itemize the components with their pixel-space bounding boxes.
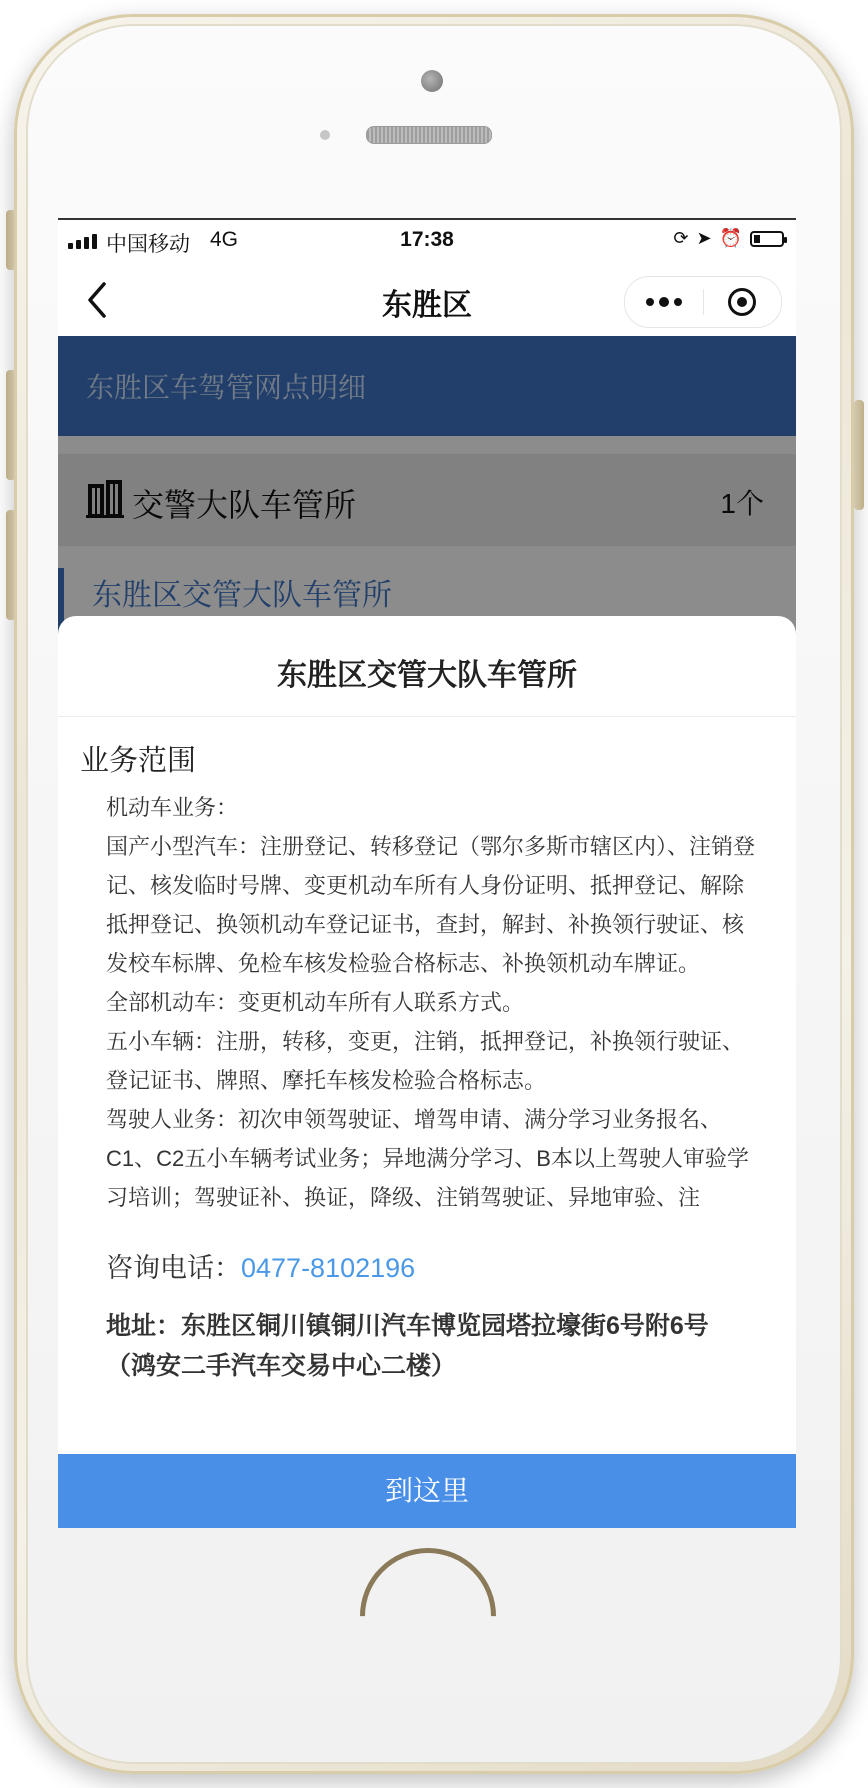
section-count: 1个 xyxy=(720,488,764,519)
business-scope-heading: 业务范围 xyxy=(80,745,197,777)
target-circle-icon xyxy=(728,288,756,316)
scope-line: 全部机动车：变更机动车所有人联系方式。 xyxy=(106,990,525,1015)
status-bar xyxy=(58,220,796,264)
scope-line: 机动车业务： xyxy=(106,795,239,820)
rotation-lock-icon: ⟳ xyxy=(673,228,689,248)
network-type: 4G xyxy=(210,228,239,251)
detail-sheet xyxy=(58,616,796,1528)
phone-label: 咨询电话： xyxy=(106,1253,241,1283)
earpiece-speaker xyxy=(366,126,492,144)
scope-line: 五小车辆：注册，转移，变更，注销，抵押登记，补换领行驶证、登记证书、牌照、摩托车核发检验合格标志。 xyxy=(106,1029,745,1093)
page-header-title: 东胜区车驾管网点明细 xyxy=(86,372,367,403)
nav-bar xyxy=(58,264,796,336)
alarm-clock-icon: ⏰ xyxy=(719,228,742,248)
dot-icon xyxy=(646,298,654,306)
front-camera xyxy=(421,70,443,92)
dot-icon xyxy=(659,297,669,307)
status-icons xyxy=(673,228,784,249)
navigate-here-button[interactable]: 到这里 xyxy=(58,1454,796,1528)
power-button xyxy=(854,400,864,510)
dot-icon xyxy=(674,298,682,306)
sheet-header xyxy=(58,616,796,717)
carrier-name: 中国移动 xyxy=(106,233,190,256)
miniprogram-capsule xyxy=(624,276,782,328)
close-miniprogram-button[interactable] xyxy=(704,277,780,327)
page-title: 东胜区 xyxy=(382,289,472,322)
scope-line: 驾驶人业务：初次申领驾驶证、增驾申请、满分学习业务报名、C1、C2五小车辆考试业务；异地满分学习、B本以上驾驶人审验学习培训；驾驶证补、换证，降级、注销驾驶证、异地审验、注 xyxy=(106,1107,749,1210)
clock: 17:38 xyxy=(400,228,454,251)
sheet-title: 东胜区交管大队车管所 xyxy=(277,659,577,692)
scope-line: 国产小型汽车：注册登记、转移登记（鄂尔多斯市辖区内）、注销登记、核发临时号牌、变更机动车所有人身份证明、抵押登记、解除抵押登记、换领机动车登记证书，查封，解封、补换领行驶证、核发校车标牌、免检车核发检验合格标志、补换领机动车牌证。 xyxy=(106,834,756,976)
sheet-address: 地址：东胜区铜川镇铜川汽车博览园塔拉壕街6号附6号（鸿安二手汽车交易中心二楼） xyxy=(106,1312,709,1380)
business-scope-text[interactable] xyxy=(106,788,756,1246)
list-item-title: 东胜区交管大队车管所 xyxy=(92,579,392,612)
proximity-sensor xyxy=(320,130,330,140)
battery-icon xyxy=(750,231,784,247)
phone-number-link[interactable]: 0477-8102196 xyxy=(241,1253,416,1283)
more-menu-button[interactable] xyxy=(625,277,703,327)
consult-phone xyxy=(106,1246,415,1285)
section-title: 交警大队车管所 xyxy=(132,487,357,523)
location-arrow-icon: ➤ xyxy=(696,228,712,248)
screen xyxy=(58,218,796,1528)
